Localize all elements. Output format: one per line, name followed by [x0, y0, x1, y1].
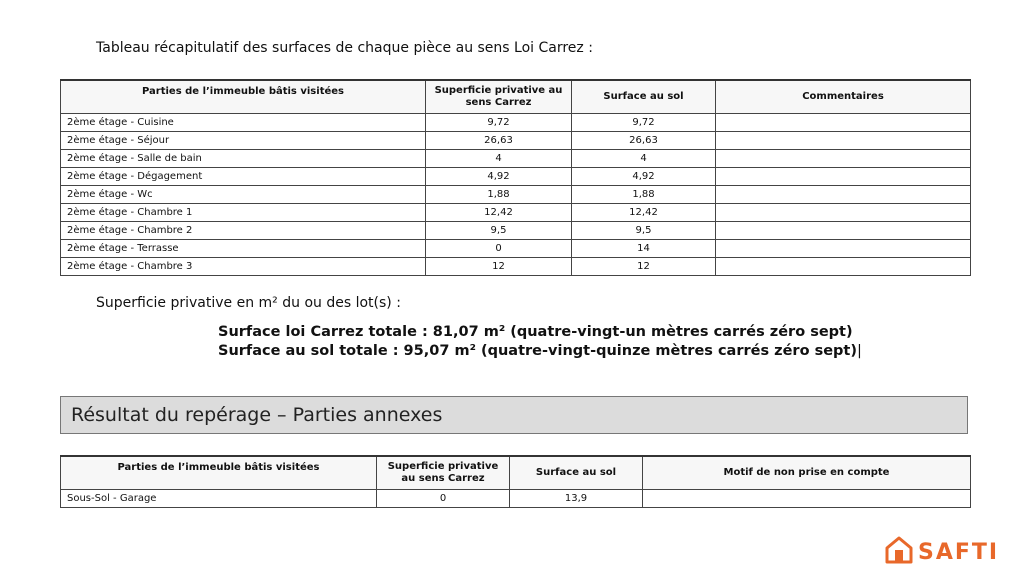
cell-partie: 2ème étage - Wc — [61, 185, 426, 203]
cell-partie: 2ème étage - Terrasse — [61, 239, 426, 257]
table-row — [61, 489, 971, 507]
table-row — [61, 131, 971, 149]
total-surface-sol: Surface au sol totale : 95,07 m² (quatre-vingt-quinze mètres carrés zéro sept)| — [218, 343, 862, 359]
cell-partie: 2ème étage - Cuisine — [61, 113, 426, 131]
cell-partie: Sous-Sol - Garage — [61, 489, 377, 507]
table-intro-text: Tableau récapitulatif des surfaces de chaque pièce au sens Loi Carrez : — [96, 40, 593, 56]
safti-logo — [884, 536, 999, 568]
header-parties: Parties de l’immeuble bâtis visitées — [61, 456, 377, 489]
cell-superficie-carrez: 0 — [426, 239, 572, 257]
cell-surface-sol: 12 — [572, 257, 716, 275]
cell-surface-sol: 1,88 — [572, 185, 716, 203]
cell-superficie-carrez: 12 — [426, 257, 572, 275]
table-row — [61, 185, 971, 203]
cell-surface-sol: 4 — [572, 149, 716, 167]
cell-partie: 2ème étage - Chambre 2 — [61, 221, 426, 239]
cell-superficie-carrez: 9,5 — [426, 221, 572, 239]
header-parties: Parties de l’immeuble bâtis visitées — [61, 80, 426, 113]
cell-surface-sol: 12,42 — [572, 203, 716, 221]
cell-superficie-carrez: 9,72 — [426, 113, 572, 131]
cell-surface-sol: 9,5 — [572, 221, 716, 239]
cell-commentaire — [716, 149, 971, 167]
cell-surface-sol: 14 — [572, 239, 716, 257]
logo-text: SAFTI — [918, 539, 1000, 565]
cell-surface-sol: 26,63 — [572, 131, 716, 149]
table-row — [61, 257, 971, 275]
cell-partie: 2ème étage - Salle de bain — [61, 149, 426, 167]
cell-surface-sol: 13,9 — [510, 489, 643, 507]
table-header-row — [61, 80, 971, 113]
cell-commentaire — [716, 257, 971, 275]
total-carrez: Surface loi Carrez totale : 81,07 m² (quatre-vingt-un mètres carrés zéro sept) — [218, 324, 853, 340]
cell-partie: 2ème étage - Chambre 1 — [61, 203, 426, 221]
cell-partie: 2ème étage - Chambre 3 — [61, 257, 426, 275]
header-superficie-carrez: Superficie privative au sens Carrez — [426, 80, 572, 113]
table-row — [61, 149, 971, 167]
cell-surface-sol: 9,72 — [572, 113, 716, 131]
cell-superficie-carrez: 0 — [377, 489, 510, 507]
header-surface-sol: Surface au sol — [572, 80, 716, 113]
cell-commentaire — [716, 131, 971, 149]
header-commentaires: Commentaires — [716, 80, 971, 113]
header-superficie-carrez: Superficie privative au sens Carrez — [377, 456, 510, 489]
table-row — [61, 239, 971, 257]
cell-commentaire — [716, 167, 971, 185]
cell-commentaire — [716, 113, 971, 131]
cell-superficie-carrez: 4 — [426, 149, 572, 167]
cell-partie: 2ème étage - Séjour — [61, 131, 426, 149]
table-row — [61, 167, 971, 185]
cell-partie: 2ème étage - Dégagement — [61, 167, 426, 185]
superficie-privative-heading: Superficie privative en m² du ou des lot(s) : — [96, 295, 401, 311]
house-icon — [884, 535, 914, 569]
cell-commentaire — [716, 221, 971, 239]
cell-superficie-carrez: 26,63 — [426, 131, 572, 149]
carrez-surface-table — [60, 79, 971, 276]
cell-commentaire — [716, 239, 971, 257]
header-surface-sol: Surface au sol — [510, 456, 643, 489]
annex-surface-table — [60, 455, 971, 508]
header-motif: Motif de non prise en compte — [643, 456, 971, 489]
cell-superficie-carrez: 1,88 — [426, 185, 572, 203]
cell-surface-sol: 4,92 — [572, 167, 716, 185]
cell-commentaire — [643, 489, 971, 507]
table-row — [61, 113, 971, 131]
cell-commentaire — [716, 203, 971, 221]
table-header-row — [61, 456, 971, 489]
section-title-parties-annexes: Résultat du repérage – Parties annexes — [60, 396, 968, 434]
table-row — [61, 203, 971, 221]
cell-superficie-carrez: 12,42 — [426, 203, 572, 221]
cell-commentaire — [716, 185, 971, 203]
table-row — [61, 221, 971, 239]
cell-superficie-carrez: 4,92 — [426, 167, 572, 185]
